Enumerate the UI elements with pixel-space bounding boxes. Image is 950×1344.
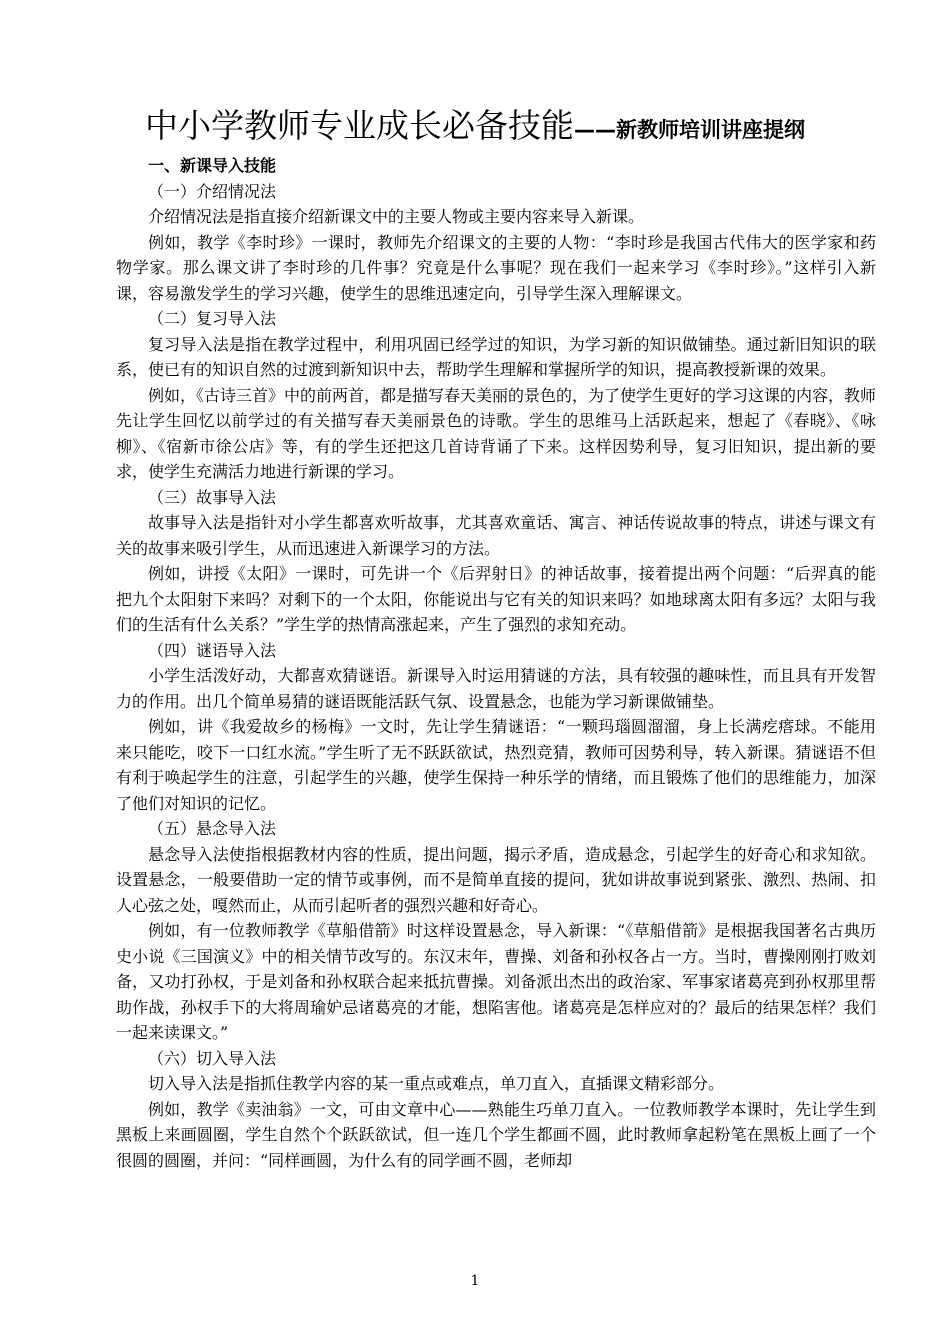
- paragraph: 例如，《古诗三首》中的前两首，都是描写春天美丽的景色的，为了使学生更好的学习这课的内容，教师先让学生回忆以前学过的有关描写春天美丽景色的诗歌。学生的思维马上活跃起来，想起了《春晓》、《咏柳》、《宿新市徐公店》等，有的学生还把这几首诗背诵了下来。这样因势利导，复习旧知识，提出新的要求，使学生充满活力地进行新课的学习。: [116, 385, 877, 481]
- subsection-heading-1: （一）介绍情况法: [148, 181, 277, 201]
- paragraph: 例如，教学《李时珍》一课时，教师先介绍课文的主要的人物：“李时珍是我国古代伟大的医学家和药物学家。那么课文讲了李时珍的几件事？究竟是什么事呢？现在我们一起来学习《李时珍》。”这样引入新课，容易激发学生的学习兴趣，使学生的思维迅速定向，引导学生深入理解课文。: [116, 232, 876, 303]
- paragraph: 切入导入法是指抓住教学内容的某一重点或难点，单刀直入，直插课文精彩部分。: [148, 1074, 725, 1093]
- paragraph: 例如，有一位教师教学《草船借箭》时这样设置悬念，导入新课：“《草船借箭》是根据我国著名古典历史小说《三国演义》中的相关情节改写的。东汉末年，曹操、刘备和孙权各占一方。当时，曹操刚刚打败刘备，又功打孙权，于是刘备和孙权联合起来抵抗曹操。刘备派出杰出的政治家、军事家诸葛亮到孙权那里帮助作战，孙权手下的大将周瑜妒忌诸葛亮的才能，想陷害他。诸葛亮是怎样应对的？最后的结果怎样？我们一起来读课文。”: [116, 921, 876, 1042]
- document-body: [116, 153, 876, 1173]
- subsection-heading-5: （五）悬念导入法: [148, 819, 277, 838]
- paragraph: 例如，教学《卖油翁》一文，可由文章中心——熟能生巧单刀直入。一位教师教学本课时，先让学生到黑板上来画圆圈，学生自然个个跃跃欲试，但一连几个学生都画不圆，此时教师拿起粉笔在黑板上画了一个很圆的圆圈，并问：“同样画圆，为什么有的同学画不圆，老师却: [116, 1099, 876, 1170]
- subsection-heading-6: （六）切入导入法: [148, 1048, 277, 1068]
- subsection-heading-4: （四）谜语导入法: [148, 640, 277, 660]
- subsection-heading-3: （三）故事导入法: [148, 487, 277, 507]
- title-subtitle: ——新教师培训讲座提纲: [574, 118, 805, 142]
- paragraph: 例如，讲授《太阳》一课时，可先讲一个《后羿射日》的神话故事，接着提出两个问题：“后羿真的能把九个太阳射下来吗？对剩下的一个太阳，你能说出与它有关的知识来吗？如地球离太阳有多远？太阳与我们的生活有什么关系？”学生学的热情高涨起来，产生了强烈的求知充动。: [116, 564, 876, 634]
- paragraph: 复习导入法是指在教学过程中，利用巩固已经学过的知识，为学习新的知识做铺垫。通过新旧知识的联系，使已有的知识自然的过渡到新知识中去，帮助学生理解和掌握所学的知识，提高教授新课的效果。: [116, 334, 876, 379]
- page-number: 1: [470, 1273, 480, 1289]
- paragraph: 小学生活泼好动，大都喜欢猜谜语。新课导入时运用猜谜的方法，具有较强的趣味性，而且具有开发智力的作用。出几个简单易猜的谜语既能活跃气氛、设置悬念，也能为学习新课做铺垫。: [116, 666, 876, 711]
- paragraph: 介绍情况法是指直接介绍新课文中的主要人物或主要内容来导入新课。: [148, 207, 645, 226]
- paragraph: 故事导入法是指针对小学生都喜欢听故事，尤其喜欢童话、寓言、神话传说故事的特点，讲述与课文有关的故事来吸引学生，从而迅速进入新课学习的方法。: [116, 513, 876, 558]
- paragraph: 例如，讲《我爱故乡的杨梅》一文时，先让学生猜谜语：“一颗玛瑙圆溜溜，身上长满疙瘩球。不能用来只能吃，咬下一口红水流。”学生听了无不跃跃欲试，热烈竞猜，教师可因势利导，转入新课。猜谜语不但有利于唤起学生的注意，引起学生的兴趣，使学生保持一种乐学的情绪，而且锻炼了他们的思维能力，加深了他们对知识的记忆。: [116, 717, 876, 813]
- document-title: [0, 100, 950, 158]
- section-heading: 一、新课导入技能: [148, 156, 277, 175]
- subsection-heading-2: （二）复习导入法: [148, 309, 277, 328]
- paragraph: 悬念导入法使指根据教材内容的性质，提出问题，揭示矛盾，造成悬念，引起学生的好奇心和求知欲。设置悬念，一般要借助一定的情节或事例，而不是简单直接的提问，犹如讲故事说到紧张、激烈、热闹、扣人心弦之处，嘎然而止，从而引起听者的强烈兴趣和好奇心。: [116, 844, 876, 915]
- title-main: 中小学教师专业成长必备技能: [145, 106, 574, 145]
